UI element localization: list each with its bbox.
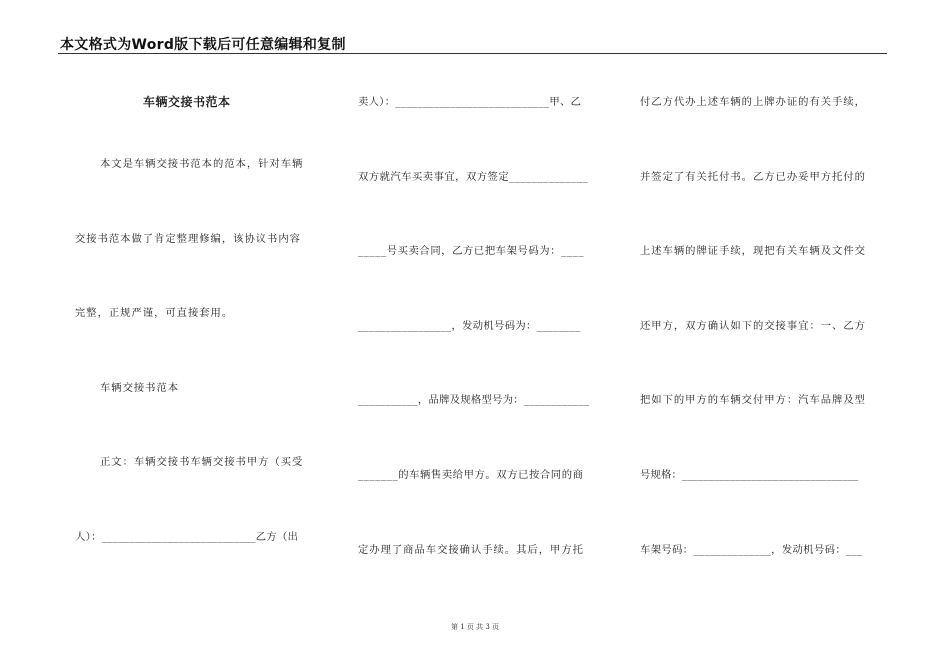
paragraph-line: 正文：车辆交接书车辆交接书甲方（买受 bbox=[100, 456, 304, 468]
document-title: 车辆交接书范本 bbox=[143, 95, 231, 109]
paragraph-line: 还甲方，双方确认如下的交接事宜：一、乙方 bbox=[640, 320, 866, 332]
paragraph-line: 卖人）：____________________________甲、乙 bbox=[358, 96, 582, 108]
paragraph-line: ___________，品牌及规格型号为：____________ bbox=[358, 394, 590, 406]
section-heading: 车辆交接书范本 bbox=[100, 382, 180, 394]
document-banner: 本文格式为Word版下载后可任意编辑和复制 bbox=[60, 37, 346, 53]
paragraph-line: 完整，正规严谨，可直接套用。 bbox=[75, 307, 234, 319]
paragraph-line: 号规格：_________________________________ bbox=[640, 469, 859, 481]
page-number: 第 1 页 共 3 页 bbox=[450, 623, 500, 631]
paragraph-line: _______的车辆售卖给甲方。双方已按合同的商 bbox=[358, 469, 584, 481]
paragraph-line: 把如下的甲方的车辆交付甲方：汽车品牌及型 bbox=[640, 394, 866, 406]
header-rule bbox=[58, 53, 887, 54]
paragraph-line: 并签定了有关托付书。乙方已办妥甲方托付的 bbox=[640, 171, 866, 183]
paragraph-line: 付乙方代办上述车辆的上牌办证的有关手续， bbox=[640, 96, 866, 108]
paragraph-line: _________________，发动机号码为：________ bbox=[358, 320, 581, 332]
paragraph-line: 定办理了商品车交接确认手续。其后，甲方托 bbox=[358, 544, 584, 556]
paragraph-line: _____号买卖合同，乙方已把车架号码为：____ bbox=[358, 245, 585, 257]
paragraph-line: 上述车辆的牌证手续，现把有关车辆及文件交 bbox=[640, 245, 866, 257]
paragraph-line: 本文是车辆交接书范本的范本，针对车辆 bbox=[100, 158, 304, 170]
paragraph-line: 人）：____________________________乙方（出 bbox=[75, 531, 299, 543]
paragraph-line: 交接书范本做了肯定整理修编，该协议书内容 bbox=[75, 233, 301, 245]
paragraph-line: 双方就汽车买卖事宜，双方签定______________ bbox=[358, 171, 589, 183]
paragraph-line: 车架号码：______________，发动机号码：___ bbox=[640, 544, 863, 556]
